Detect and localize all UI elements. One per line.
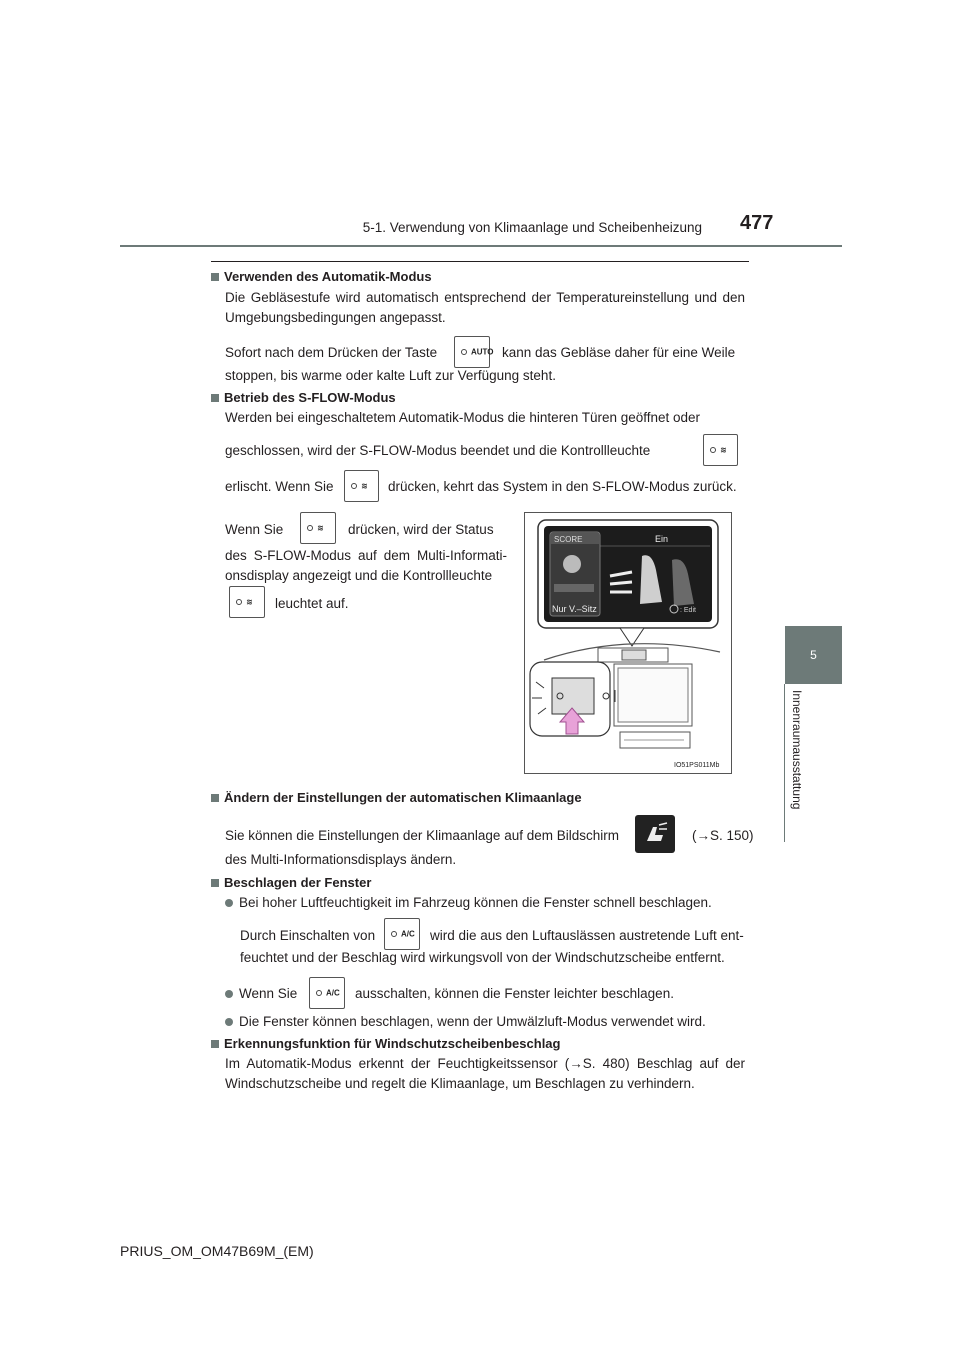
display-score-label: SCORE [554, 535, 583, 544]
sflow-text3-b: drücken, kehrt das System in den S-FLOW-Modus zurück. [388, 479, 737, 494]
auto-mode-text3: stoppen, bis warme oder kalte Luft zur Verfügung steht. [225, 368, 556, 383]
display-ein-label: Ein [655, 534, 669, 544]
square-bullet-icon [211, 273, 219, 281]
ac-button-icon: A/C [384, 918, 420, 950]
auto-mode-text: Die Gebläsestufe wird automatisch entsprechend der Temperatureinstellung und den Umgebungsbedingungen angepasst. [225, 290, 745, 325]
sflow-illustration [524, 512, 732, 774]
fog-bullet3: Die Fenster können beschlagen, wenn der Umwälzluft-Modus verwendet wird. [225, 1012, 706, 1032]
fog-bullet1-c: feuchtet und der Beschlag wird wirkungsvoll von der Windschutzscheibe entfernt. [240, 950, 725, 965]
round-bullet-icon [225, 990, 233, 998]
chapter-label: Innenraumausstattung [790, 690, 804, 810]
section-title: 5-1. Verwendung von Klimaanlage und Scheibenheizung [362, 220, 702, 235]
settings-text1-a: Sie können die Einstellungen der Klimaanlage auf dem Bildschirm [225, 828, 619, 843]
square-bullet-icon [211, 394, 219, 402]
heading-sflow: Betrieb des S-FLOW-Modus [211, 390, 396, 405]
display-edit: : Edit [680, 607, 696, 614]
header-divider [120, 245, 842, 247]
round-bullet-icon [225, 899, 233, 907]
sflow-text2: geschlossen, wird der S-FLOW-Modus beendet und die Kontrollleuchte [225, 443, 651, 458]
heading-fog: Beschlagen der Fenster [211, 875, 371, 890]
fog-bullet2-a: Wenn Sie [225, 984, 297, 1004]
square-bullet-icon [211, 1040, 219, 1048]
ac-button-icon: A/C [309, 977, 345, 1009]
illustration-code: IO51PS011Mb [674, 762, 720, 769]
sflow-button-icon: ≋ [229, 586, 265, 618]
heading-auto-mode: Verwenden des Automatik-Modus [211, 269, 432, 284]
climate-screen-icon [635, 815, 675, 853]
auto-mode-text2-b: kann das Gebläse daher für eine Weile [502, 345, 736, 360]
sflow-button-icon: ≋ [703, 434, 738, 466]
chapter-tab[interactable]: 5 [785, 626, 842, 684]
fog-bullet1-b-b: wird die aus den Luftauslässen austretende Luft ent- [430, 928, 744, 943]
chapter-tab-line [784, 684, 785, 842]
detect-text: Im Automatik-Modus erkennt der Feuchtigkeitssensor (→S. 480) Beschlag auf der Windschutzscheibe und regelt die Klimaanlage, um Beschlagen zu verhindern. [225, 1056, 745, 1091]
sflow-button-icon: ≋ [300, 512, 336, 544]
square-bullet-icon [211, 879, 219, 887]
sflow-text4-b: drücken, wird der Status [348, 522, 494, 537]
heading-detect: Erkennungsfunktion für Windschutzscheibenbeschlag [211, 1036, 560, 1051]
settings-text2: des Multi-Informationsdisplays ändern. [225, 852, 457, 867]
fog-bullet2-b: ausschalten, können die Fenster leichter beschlagen. [355, 986, 674, 1001]
content-top-rule [211, 261, 749, 262]
sflow-text3-a: erlischt. Wenn Sie [225, 479, 334, 494]
sflow-button-icon: ≋ [344, 470, 379, 502]
heading-settings: Ändern der Einstellungen der automatischen Klimaanlage [211, 790, 582, 805]
sflow-text1: Werden bei eingeschaltetem Automatik-Modus die hinteren Türen geöffnet oder [225, 410, 701, 425]
fog-bullet1-a: Bei hoher Luftfeuchtigkeit im Fahrzeug können die Fenster schnell beschlagen. [225, 893, 712, 913]
footer-doc-id: PRIUS_OM_OM47B69M_(EM) [120, 1243, 314, 1259]
sflow-text6: leuchtet auf. [275, 596, 349, 611]
sflow-text4-a: Wenn Sie [225, 522, 284, 537]
sflow-text5: des S-FLOW-Modus auf dem Multi-Informati-onsdisplay angezeigt und die Kontrollleuchte [225, 548, 507, 583]
square-bullet-icon [211, 794, 219, 802]
auto-mode-text2-a: Sofort nach dem Drücken der Taste [225, 345, 438, 360]
page-number: 477 [740, 212, 774, 234]
auto-button-icon: AUTO [454, 336, 490, 368]
round-bullet-icon [225, 1018, 233, 1026]
fog-bullet1-b-a: Durch Einschalten von [240, 928, 376, 943]
display-seat-mode: Nur V.–Sitz [552, 604, 597, 614]
settings-text1-b: (→S. 150) [692, 828, 754, 843]
